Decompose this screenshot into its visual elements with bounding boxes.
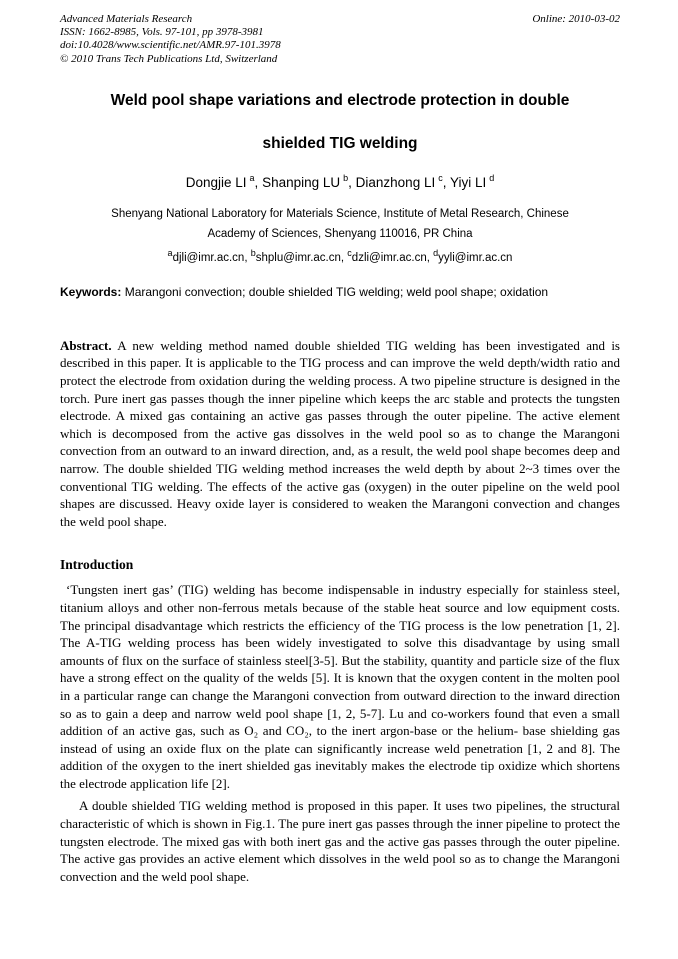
author — [356, 175, 450, 190]
author-name: Shanping LU — [262, 174, 341, 190]
author-separator: , — [254, 174, 263, 190]
email-address: djli@imr.ac.cn — [172, 251, 245, 264]
email-separator: , — [244, 251, 251, 264]
keywords-line — [60, 285, 620, 300]
page-header — [60, 13, 620, 66]
email-affiliation-mark: b — [250, 247, 256, 258]
online-date: Online: 2010-03-02 — [532, 13, 620, 25]
doi-line: doi:10.4028/www.scientific.net/AMR.97-101.3978 — [60, 39, 281, 52]
email-address: yyli@imr.ac.cn — [438, 251, 513, 264]
copyright-line: © 2010 Trans Tech Publications Ltd, Switzerland — [60, 52, 278, 65]
author — [186, 175, 262, 190]
abstract-text: A new welding method named double shielded TIG welding has been investigated and is described in this paper. It is applicable to the TIG process and can improve the weld depth/width ratio and protect the electrode from oxidation during the welding process. A two pipeline structure is designed in the torch. Pure inert gas passes though the inner pipeline which keeps the arc stable and protects the tungsten electrode. A mixed gas containing an active gas passes through the outer pipeline. The active element which is decomposed from the active gas dissolves in the weld pool so as to change the Marangoni convection from an outward to an inward direction, and, as a result, the weld pool shape becomes deep and narrow. The double shielded TIG welding method increases the weld depth by about 2~3 times over the conventional TIG welding. The effects of the active gas (oxygen) in the outer pipeline on the weld pool shapes are discussed. Heavy oxide layer is considered to weaken the Marangoni convection and changes the weld pool shape. — [60, 337, 620, 529]
author-name: Dianzhong LI — [355, 174, 436, 190]
affiliation-line-1: Shenyang National Laboratory for Materials Science, Institute of Metal Research, Chinese — [111, 207, 569, 220]
introduction-paragraph-2: A double shielded TIG welding method is proposed in this paper. It uses two pipelines, the structural characteristic of which is shown in Fig.1. The pure inert gas passes through the inner pipeline to protect the tungsten electrode. The mixed gas with both inert gas and the active gas passes through the outer pipeline. The active gas provides an active element which dissolves in the weld pool so as to change the Marangoni convection and the weld pool shape. — [60, 798, 620, 884]
email-address: dzli@imr.ac.cn — [351, 251, 427, 264]
emails-line — [60, 248, 620, 268]
email-affiliation-mark: a — [167, 247, 173, 258]
title-line-2: shielded TIG welding — [262, 134, 418, 152]
keywords-label: Keywords: — [60, 284, 122, 299]
author-name: Yiyi LI — [449, 174, 487, 190]
email-entry — [433, 247, 513, 264]
author — [450, 175, 494, 190]
journal-info-block — [60, 13, 281, 66]
introduction-heading: Introduction — [60, 557, 134, 573]
author-separator: , — [442, 174, 450, 190]
email-entry — [347, 247, 434, 264]
affiliation-line-2: Academy of Sciences, Shenyang 110016, PR China — [207, 227, 473, 240]
author-name: Dongjie LI — [185, 174, 247, 190]
email-address: shplu@imr.ac.cn — [255, 251, 341, 264]
abstract-label: Abstract. — [60, 337, 112, 353]
author-affiliation-mark: b — [343, 173, 349, 184]
introduction-paragraph-1: ‘Tungsten inert gas’ (TIG) welding has become indispensable in industry especially for stainless steel, titanium alloys and other non-ferrous metals because of the stable heat source and low equipment costs. The principal disadvantage which restricts the efficiency of the TIG process is the low penetration [1, 2]. The A-TIG welding process has been widely investigated to solve this disadvantage by using small amounts of flux on the surface of stainless steel[3-5]. But the stability, quantity and particle size of the flux have a strong effect on the quality of the welds [5]. It is known that the oxygen content in the molten pool in a particular range can change the Marangoni convection from outward direction to the inward direction so as to gain a deep and narrow weld pool shape [1, 2, 5-7]. Lu and co-workers found that even a small addition of an active gas, such as O₂ and CO₂, to the inert argon-base or the helium- base shielding gas instead of using an oxide flux on the plate can significantly increase weld penetration [1, 2 and 8]. The addition of the oxygen to the inert shielded gas inevitably makes the electrode tip oxidize which shortens the electrode application life [2]. — [60, 582, 620, 791]
issn-line: ISSN: 1662-8985, Vols. 97-101, pp 3978-3981 — [60, 26, 264, 39]
email-separator: , — [426, 251, 434, 264]
email-entry — [250, 247, 348, 264]
author-separator: , — [348, 174, 356, 190]
journal-name: Advanced Materials Research — [60, 13, 193, 25]
email-entry — [167, 247, 251, 264]
email-affiliation-mark: c — [347, 247, 352, 258]
email-separator: , — [340, 251, 348, 264]
title-line-1: Weld pool shape variations and electrode protection in double — [110, 91, 570, 109]
author-affiliation-mark: c — [438, 173, 443, 184]
abstract-paragraph — [60, 337, 620, 531]
affiliation — [60, 204, 620, 244]
email-affiliation-mark: d — [433, 247, 439, 258]
author — [262, 175, 356, 190]
paper-title — [60, 92, 620, 152]
authors-line — [60, 175, 620, 191]
keywords-text: Marangoni convection; double shielded TIG welding; weld pool shape; oxidation — [121, 284, 549, 299]
author-affiliation-mark: a — [249, 173, 255, 184]
author-affiliation-mark: d — [489, 173, 495, 184]
